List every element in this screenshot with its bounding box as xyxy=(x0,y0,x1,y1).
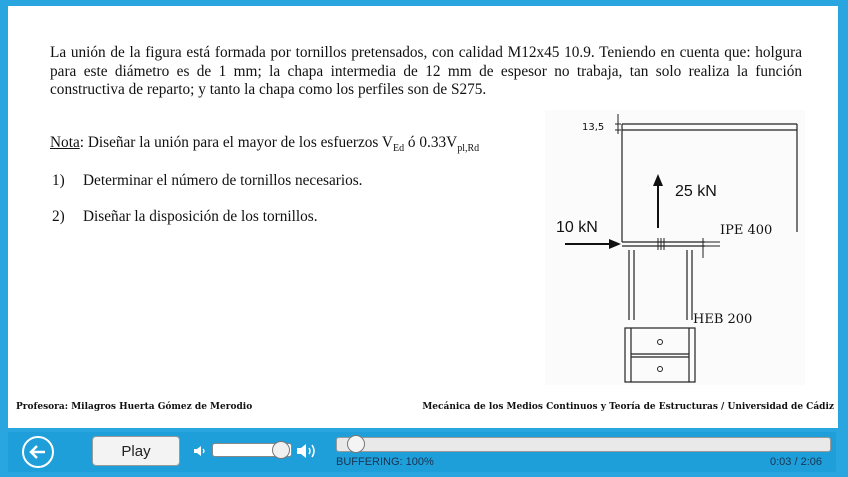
beam-label: IPE 400 xyxy=(720,223,773,238)
note-subscript-plrd: pl,Rd xyxy=(457,143,480,155)
volume-low-icon[interactable] xyxy=(193,444,207,458)
note-mid: ó 0.33V xyxy=(404,134,458,151)
list-item-number: 2) xyxy=(52,208,65,225)
time-display: 0:03 / 2:06 xyxy=(770,456,822,468)
buffering-status: BUFFERING: 100% xyxy=(336,456,434,468)
list-item-text: Determinar el número de tornillos necesarios. xyxy=(83,172,363,189)
list-item xyxy=(52,208,318,226)
footer-course: Mecánica de los Medios Continuos y Teoría de Estructuras / Universidad de Cádiz xyxy=(422,402,834,412)
note-subscript-ed: Ed xyxy=(392,143,405,155)
list-item-text: Diseñar la disposición de los tornillos. xyxy=(83,208,318,225)
note-text: : Diseñar la unión para el mayor de los esfuerzos V xyxy=(79,134,393,151)
note-line xyxy=(50,134,479,154)
back-arrow-icon xyxy=(24,438,52,466)
list-item xyxy=(52,172,363,190)
volume-high-icon[interactable] xyxy=(296,441,318,461)
list-item-number: 1) xyxy=(52,172,65,189)
dimension-label: 13,5 xyxy=(582,122,605,133)
back-button[interactable] xyxy=(22,436,54,468)
play-button[interactable]: Play xyxy=(92,436,180,466)
footer-author: Profesora: Milagros Huerta Gómez de Merodio xyxy=(16,402,253,412)
horizontal-force-label: 10 kN xyxy=(556,219,598,236)
connection-figure xyxy=(545,110,805,385)
problem-statement: La unión de la figura está formada por tornillos pretensados, con calidad M12x45 10.9. Teniendo en cuenta que: holgura para este diámetro es de 1 mm; la chapa intermedia de 12 mm de espesor no trabaja, tan solo realiza la función constructiva de reparto; y tanto la chapa como los perfiles son de S275. xyxy=(50,44,802,98)
progress-bar[interactable] xyxy=(336,437,831,452)
volume-slider-thumb[interactable] xyxy=(272,441,290,459)
note-label: Nota xyxy=(50,134,80,151)
vertical-force-label: 25 kN xyxy=(675,183,717,200)
column-label: HEB 200 xyxy=(693,312,753,327)
